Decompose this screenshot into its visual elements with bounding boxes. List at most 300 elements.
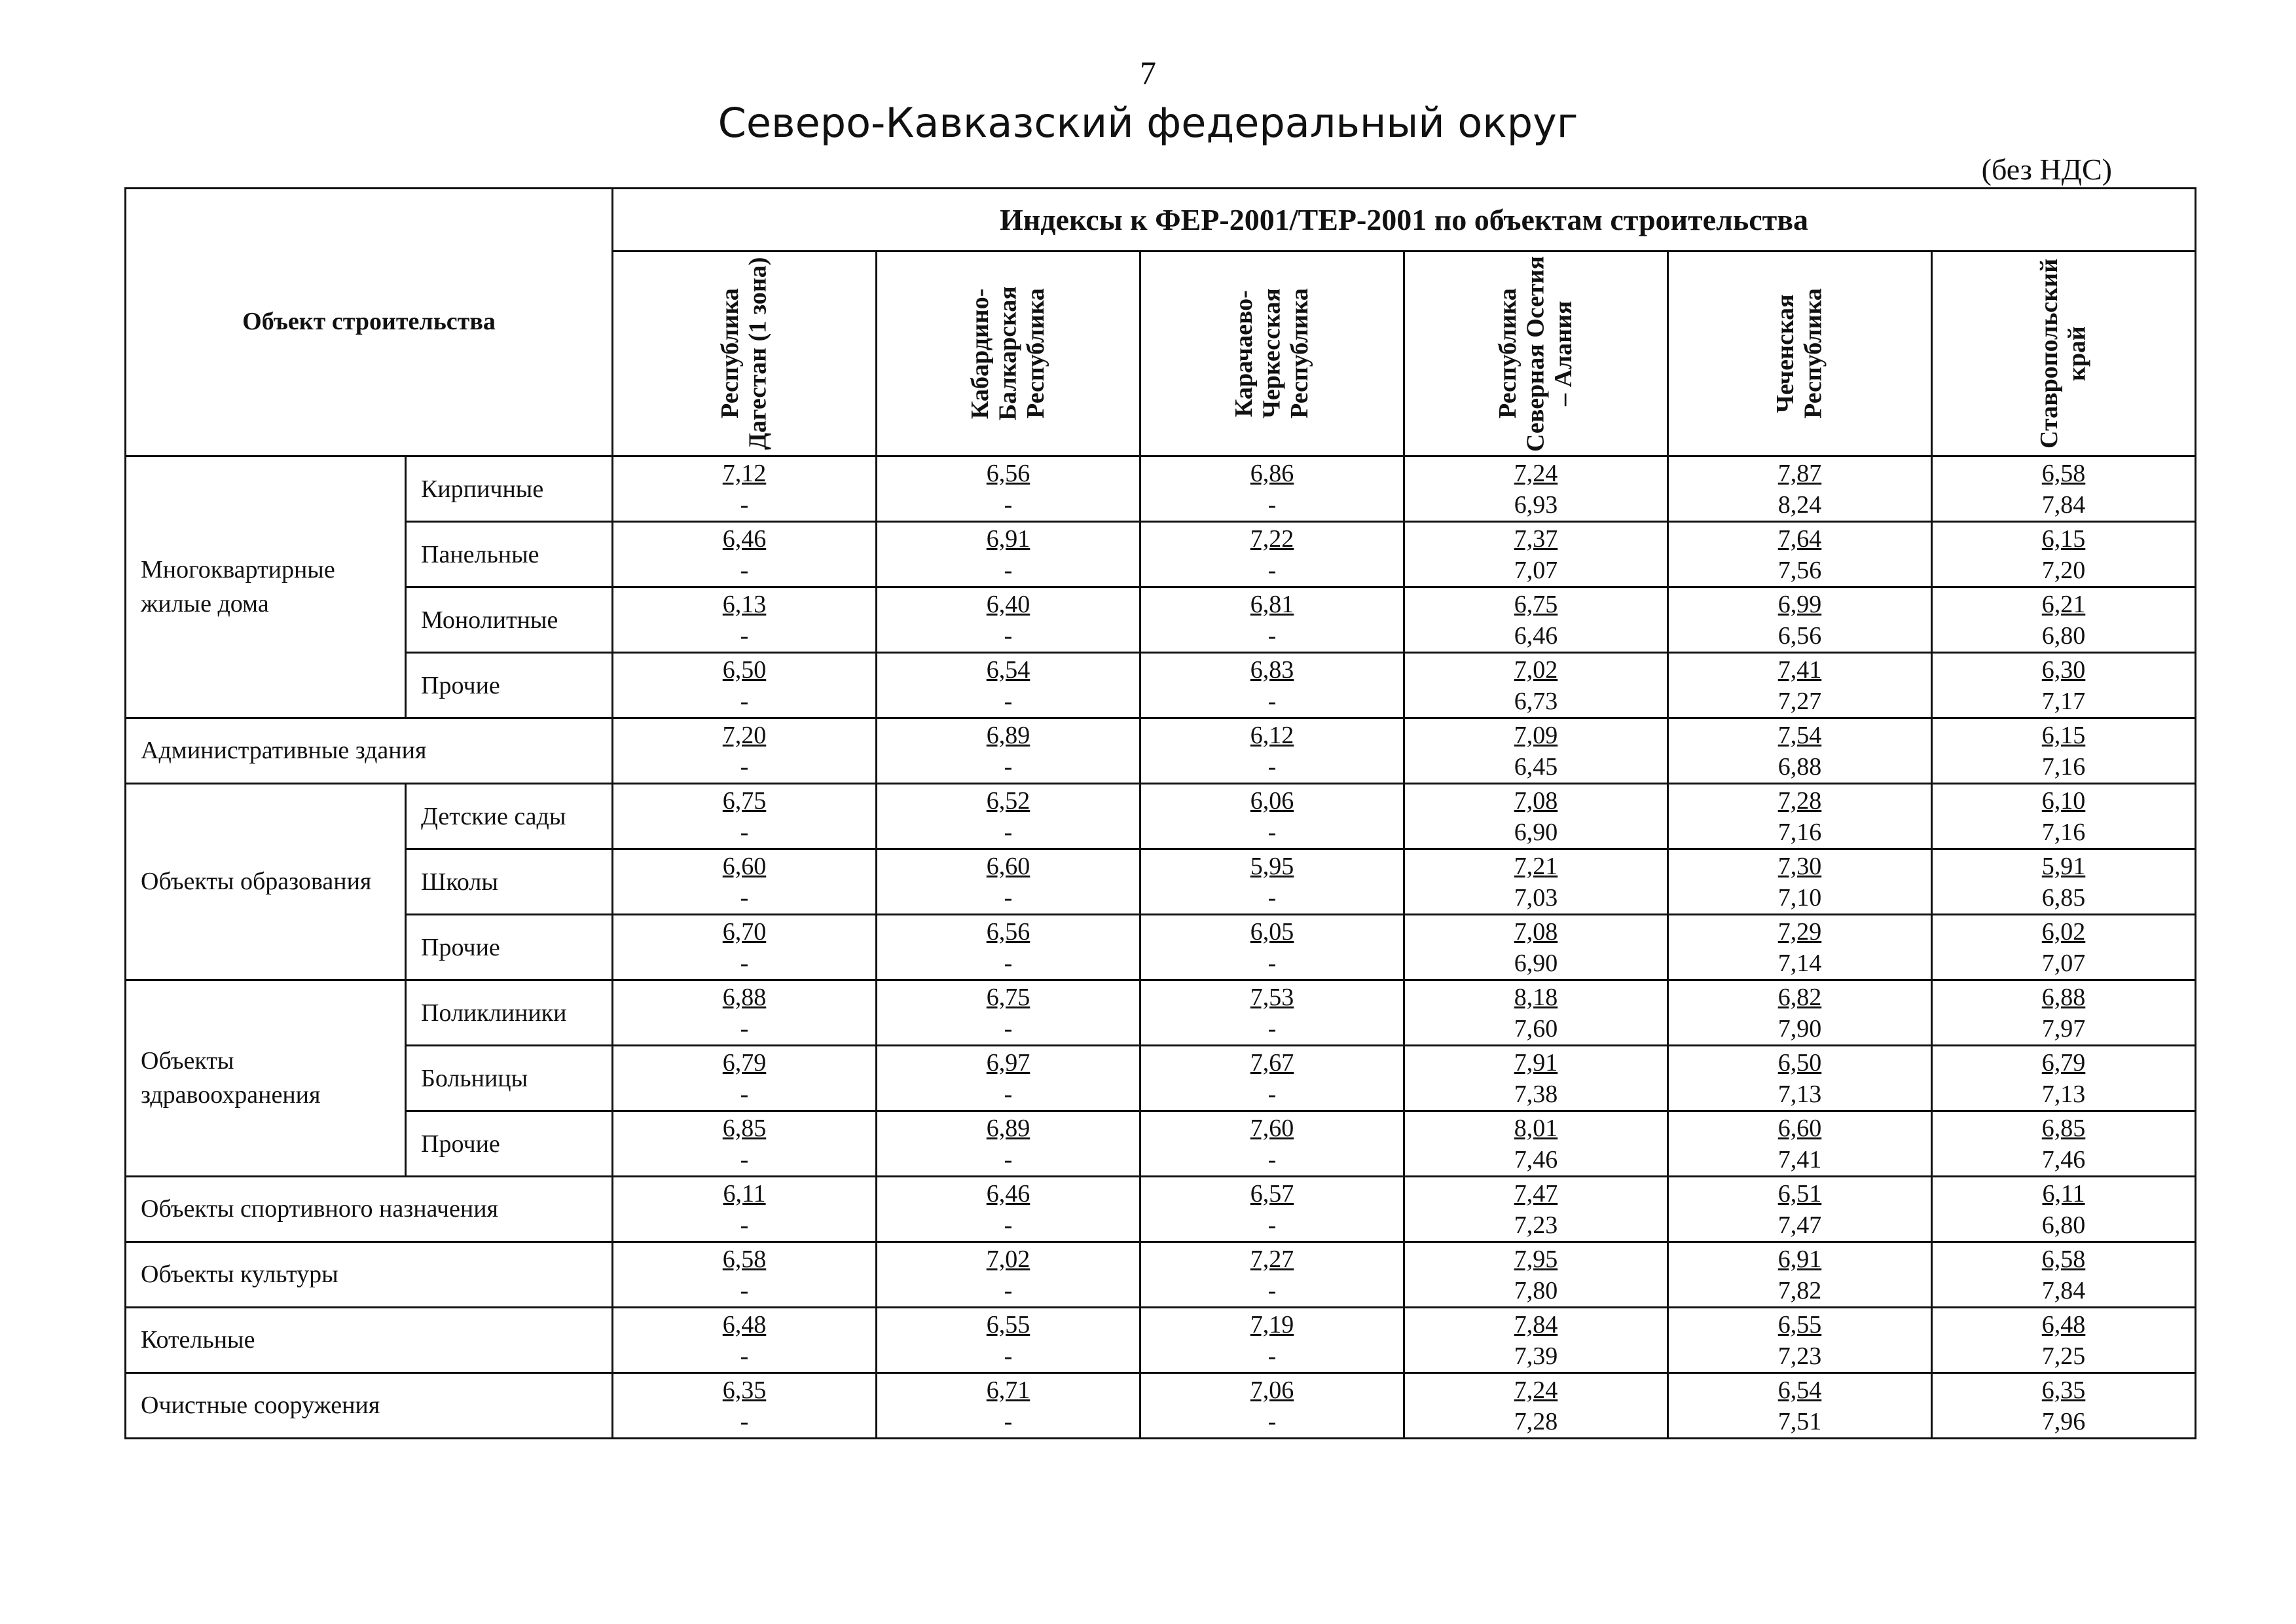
table-row xyxy=(126,980,2196,1046)
value-bottom: 7,03 xyxy=(1514,883,1558,912)
value-top: 6,50 xyxy=(722,655,767,684)
value-top: 5,91 xyxy=(2041,852,2086,880)
value-bottom: - xyxy=(1267,1014,1277,1043)
value-bottom: - xyxy=(1267,1276,1277,1304)
value-cell xyxy=(1404,1046,1668,1111)
value-top: 6,82 xyxy=(1777,983,1822,1011)
value-bottom: - xyxy=(740,818,749,846)
subcategory-cell: Прочие xyxy=(406,915,613,980)
category-cell: Многоквартирные жилые дома xyxy=(126,456,406,718)
value-cell xyxy=(877,456,1140,522)
value-top: 6,40 xyxy=(986,590,1030,618)
value-cell xyxy=(1404,1373,1668,1439)
category-cell: Объекты культуры xyxy=(126,1242,613,1308)
value-bottom: - xyxy=(1004,883,1013,912)
value-cell xyxy=(1404,1111,1668,1177)
value-cell xyxy=(1140,718,1404,784)
table-row xyxy=(126,718,2196,784)
value-cell xyxy=(613,849,877,915)
value-top: 6,70 xyxy=(722,917,767,946)
value-bottom: 7,84 xyxy=(2041,1276,2086,1304)
region-label: Чеченская Республика xyxy=(1772,288,1827,419)
header-object: Объект строительства xyxy=(126,189,613,456)
subcategory-cell: Школы xyxy=(406,849,613,915)
value-top: 7,60 xyxy=(1250,1114,1294,1142)
category-cell: Объекты здравоохранения xyxy=(126,980,406,1177)
value-top: 6,06 xyxy=(1250,786,1294,815)
value-cell xyxy=(1932,653,2196,718)
value-top: 8,18 xyxy=(1514,983,1558,1011)
value-cell xyxy=(1668,718,1932,784)
value-bottom: - xyxy=(1004,1276,1013,1304)
value-top: 6,75 xyxy=(1514,590,1558,618)
value-top: 7,21 xyxy=(1514,852,1558,880)
value-bottom: - xyxy=(1004,1014,1013,1043)
value-top: 6,55 xyxy=(1777,1310,1822,1338)
value-top: 6,86 xyxy=(1250,459,1294,487)
table-row xyxy=(126,587,2196,653)
value-top: 7,30 xyxy=(1777,852,1822,880)
value-cell xyxy=(1140,980,1404,1046)
value-cell xyxy=(1932,849,2196,915)
value-top: 6,85 xyxy=(2041,1114,2086,1142)
region-label: Карачаево-Черкесская Республика xyxy=(1230,288,1314,419)
value-top: 6,05 xyxy=(1250,917,1294,946)
table-row xyxy=(126,522,2196,587)
value-top: 6,48 xyxy=(722,1310,767,1338)
value-bottom: - xyxy=(1004,1407,1013,1435)
value-top: 7,95 xyxy=(1514,1245,1558,1273)
value-top: 7,84 xyxy=(1514,1310,1558,1338)
subcategory-cell: Прочие xyxy=(406,653,613,718)
value-top: 6,85 xyxy=(722,1114,767,1142)
value-top: 6,54 xyxy=(986,655,1030,684)
value-cell xyxy=(1668,1373,1932,1439)
value-top: 7,24 xyxy=(1514,1376,1558,1404)
table-row xyxy=(126,1177,2196,1242)
value-cell xyxy=(1932,784,2196,849)
value-bottom: 7,16 xyxy=(1777,818,1822,846)
region-header xyxy=(1404,251,1668,456)
value-cell xyxy=(1932,915,2196,980)
value-bottom: - xyxy=(1004,621,1013,650)
subcategory-cell: Детские сады xyxy=(406,784,613,849)
value-bottom: 7,28 xyxy=(1514,1407,1558,1435)
index-table xyxy=(124,187,2196,1439)
vat-note: (без НДС) xyxy=(1981,153,2112,186)
value-cell xyxy=(1140,1111,1404,1177)
value-cell xyxy=(1668,1046,1932,1111)
region-label: Кабардино-Балкарская Республика xyxy=(966,286,1050,421)
value-cell xyxy=(1404,849,1668,915)
value-bottom: 6,73 xyxy=(1514,687,1558,715)
value-top: 6,91 xyxy=(986,525,1030,553)
value-top: 6,97 xyxy=(986,1048,1030,1077)
value-bottom: - xyxy=(740,1211,749,1239)
table-row xyxy=(126,1373,2196,1439)
value-bottom: - xyxy=(1267,1080,1277,1108)
value-top: 6,79 xyxy=(2041,1048,2086,1077)
value-top: 7,19 xyxy=(1250,1310,1294,1338)
value-cell xyxy=(1404,587,1668,653)
value-top: 6,88 xyxy=(722,983,767,1011)
value-cell xyxy=(1404,1308,1668,1373)
table-row xyxy=(126,784,2196,849)
value-bottom: 6,90 xyxy=(1514,949,1558,977)
value-bottom: - xyxy=(1004,1145,1013,1173)
value-cell xyxy=(613,784,877,849)
value-bottom: 7,13 xyxy=(1777,1080,1822,1108)
value-cell xyxy=(877,784,1140,849)
value-bottom: - xyxy=(740,1342,749,1370)
value-cell xyxy=(1404,718,1668,784)
value-bottom: 7,14 xyxy=(1777,949,1822,977)
value-cell xyxy=(1668,849,1932,915)
value-cell xyxy=(1932,980,2196,1046)
value-bottom: 7,13 xyxy=(2041,1080,2086,1108)
value-top: 6,75 xyxy=(722,786,767,815)
category-cell: Котельные xyxy=(126,1308,613,1373)
value-bottom: - xyxy=(1267,1407,1277,1435)
value-cell xyxy=(1668,587,1932,653)
value-top: 6,10 xyxy=(2041,786,2086,815)
value-top: 6,35 xyxy=(2041,1376,2086,1404)
value-cell xyxy=(1140,1177,1404,1242)
category-cell: Объекты образования xyxy=(126,784,406,980)
value-top: 7,87 xyxy=(1777,459,1822,487)
header-indexes: Индексы к ФЕР-2001/ТЕР-2001 по объектам строительства xyxy=(613,189,2196,251)
subcategory-cell: Больницы xyxy=(406,1046,613,1111)
value-cell xyxy=(877,849,1140,915)
value-bottom: 7,96 xyxy=(2041,1407,2086,1435)
value-bottom: 6,56 xyxy=(1777,621,1822,650)
value-cell xyxy=(877,718,1140,784)
value-cell xyxy=(877,1242,1140,1308)
value-bottom: - xyxy=(740,490,749,519)
value-top: 6,88 xyxy=(2041,983,2086,1011)
value-top: 6,55 xyxy=(986,1310,1030,1338)
value-top: 6,15 xyxy=(2041,525,2086,553)
value-top: 6,71 xyxy=(986,1376,1030,1404)
value-cell xyxy=(613,456,877,522)
value-bottom: - xyxy=(740,1145,749,1173)
value-cell xyxy=(1140,522,1404,587)
value-bottom: - xyxy=(1267,490,1277,519)
value-top: 6,58 xyxy=(2041,459,2086,487)
value-top: 6,21 xyxy=(2041,590,2086,618)
value-bottom: - xyxy=(1267,687,1277,715)
page-number: 7 xyxy=(1140,54,1156,91)
value-top: 6,56 xyxy=(986,459,1030,487)
value-top: 7,67 xyxy=(1250,1048,1294,1077)
value-cell xyxy=(613,1046,877,1111)
value-cell xyxy=(1404,456,1668,522)
value-bottom: 6,90 xyxy=(1514,818,1558,846)
value-bottom: - xyxy=(1267,818,1277,846)
value-cell xyxy=(1140,1373,1404,1439)
value-bottom: 7,39 xyxy=(1514,1342,1558,1370)
value-cell xyxy=(877,1111,1140,1177)
value-cell xyxy=(1932,587,2196,653)
value-bottom: - xyxy=(1267,556,1277,584)
value-cell xyxy=(1140,915,1404,980)
value-bottom: - xyxy=(1267,621,1277,650)
value-cell xyxy=(1404,980,1668,1046)
value-bottom: 6,80 xyxy=(2041,621,2086,650)
value-top: 6,83 xyxy=(1250,655,1294,684)
value-cell xyxy=(613,587,877,653)
value-cell xyxy=(1404,784,1668,849)
value-cell xyxy=(1668,1111,1932,1177)
value-bottom: - xyxy=(740,1276,749,1304)
table-row xyxy=(126,1242,2196,1308)
value-cell xyxy=(1668,915,1932,980)
value-bottom: - xyxy=(1004,490,1013,519)
value-bottom: 7,25 xyxy=(2041,1342,2086,1370)
region-header xyxy=(1932,251,2196,456)
value-bottom: - xyxy=(740,1407,749,1435)
value-bottom: - xyxy=(1267,949,1277,977)
value-top: 6,79 xyxy=(722,1048,767,1077)
value-bottom: 7,51 xyxy=(1777,1407,1822,1435)
value-cell xyxy=(613,1308,877,1373)
value-top: 6,58 xyxy=(722,1245,767,1273)
value-top: 6,54 xyxy=(1777,1376,1822,1404)
value-bottom: 7,80 xyxy=(1514,1276,1558,1304)
value-bottom: - xyxy=(740,556,749,584)
value-cell xyxy=(1668,522,1932,587)
region-label: Республика Северная Осетия – Алания xyxy=(1494,255,1578,452)
value-top: 6,30 xyxy=(2041,655,2086,684)
value-cell xyxy=(1140,456,1404,522)
value-bottom: - xyxy=(1004,1211,1013,1239)
value-cell xyxy=(1404,653,1668,718)
value-top: 7,20 xyxy=(722,721,767,749)
value-top: 6,48 xyxy=(2041,1310,2086,1338)
value-bottom: 7,16 xyxy=(2041,818,2086,846)
value-cell xyxy=(613,653,877,718)
table-row xyxy=(126,1046,2196,1111)
value-cell xyxy=(1932,1111,2196,1177)
value-bottom: - xyxy=(1267,1145,1277,1173)
table-row xyxy=(126,849,2196,915)
value-top: 6,81 xyxy=(1250,590,1294,618)
value-cell xyxy=(613,980,877,1046)
value-cell xyxy=(1932,456,2196,522)
value-cell xyxy=(1932,718,2196,784)
value-bottom: - xyxy=(740,1080,749,1108)
value-bottom: - xyxy=(1004,1342,1013,1370)
value-bottom: - xyxy=(1004,752,1013,781)
region-label: Республика Дагестан (1 зона) xyxy=(716,257,772,451)
value-top: 6,35 xyxy=(722,1376,767,1404)
value-top: 8,01 xyxy=(1514,1114,1558,1142)
value-bottom: 7,17 xyxy=(2041,687,2086,715)
value-cell xyxy=(1932,1177,2196,1242)
value-bottom: 7,10 xyxy=(1777,883,1822,912)
value-cell xyxy=(1140,849,1404,915)
value-bottom: 7,20 xyxy=(2041,556,2086,584)
value-cell xyxy=(877,522,1140,587)
value-top: 6,91 xyxy=(1777,1245,1822,1273)
value-bottom: - xyxy=(1267,752,1277,781)
table-row xyxy=(126,456,2196,522)
value-bottom: 6,85 xyxy=(2041,883,2086,912)
value-bottom: - xyxy=(740,949,749,977)
category-cell: Объекты спортивного назначения xyxy=(126,1177,613,1242)
value-top: 6,89 xyxy=(986,1114,1030,1142)
value-cell xyxy=(1668,1308,1932,1373)
value-bottom: 6,88 xyxy=(1777,752,1822,781)
value-cell xyxy=(877,980,1140,1046)
value-top: 7,08 xyxy=(1514,786,1558,815)
value-top: 6,13 xyxy=(722,590,767,618)
value-cell xyxy=(1404,1242,1668,1308)
value-top: 7,09 xyxy=(1514,721,1558,749)
value-bottom: 7,46 xyxy=(1514,1145,1558,1173)
value-cell xyxy=(613,718,877,784)
value-top: 7,37 xyxy=(1514,525,1558,553)
value-bottom: 7,16 xyxy=(2041,752,2086,781)
subcategory-cell: Прочие xyxy=(406,1111,613,1177)
value-bottom: 7,56 xyxy=(1777,556,1822,584)
value-top: 7,53 xyxy=(1250,983,1294,1011)
value-top: 7,91 xyxy=(1514,1048,1558,1077)
region-header xyxy=(1140,251,1404,456)
value-cell xyxy=(613,915,877,980)
value-bottom: 7,07 xyxy=(2041,949,2086,977)
value-top: 6,51 xyxy=(1777,1179,1822,1208)
value-top: 6,58 xyxy=(2041,1245,2086,1273)
value-bottom: 7,46 xyxy=(2041,1145,2086,1173)
value-cell xyxy=(1140,587,1404,653)
value-top: 6,11 xyxy=(723,1179,766,1208)
table-row xyxy=(126,1111,2196,1177)
value-bottom: 8,24 xyxy=(1777,490,1822,519)
value-cell xyxy=(613,1373,877,1439)
value-cell xyxy=(1668,456,1932,522)
value-cell xyxy=(1404,522,1668,587)
value-cell xyxy=(1140,784,1404,849)
value-cell xyxy=(877,1373,1140,1439)
region-header xyxy=(877,251,1140,456)
region-header xyxy=(1668,251,1932,456)
value-bottom: - xyxy=(1267,1342,1277,1370)
value-top: 6,02 xyxy=(2041,917,2086,946)
value-bottom: - xyxy=(740,687,749,715)
value-top: 7,24 xyxy=(1514,459,1558,487)
value-bottom: - xyxy=(1004,818,1013,846)
value-bottom: - xyxy=(740,621,749,650)
value-cell xyxy=(1668,980,1932,1046)
value-top: 6,75 xyxy=(986,983,1030,1011)
value-top: 6,57 xyxy=(1250,1179,1294,1208)
value-top: 7,12 xyxy=(722,459,767,487)
value-top: 7,02 xyxy=(986,1245,1030,1273)
value-bottom: - xyxy=(1004,687,1013,715)
value-top: 7,27 xyxy=(1250,1245,1294,1273)
value-top: 7,47 xyxy=(1514,1179,1558,1208)
subcategory-cell: Кирпичные xyxy=(406,456,613,522)
value-cell xyxy=(613,1177,877,1242)
value-top: 6,50 xyxy=(1777,1048,1822,1077)
value-cell xyxy=(1668,1177,1932,1242)
value-bottom: 7,23 xyxy=(1777,1342,1822,1370)
value-bottom: - xyxy=(1267,1211,1277,1239)
value-cell xyxy=(877,587,1140,653)
region-header xyxy=(613,251,877,456)
value-cell xyxy=(1404,1177,1668,1242)
value-bottom: 6,80 xyxy=(2041,1211,2086,1239)
value-bottom: 7,97 xyxy=(2041,1014,2086,1043)
value-bottom: - xyxy=(1004,556,1013,584)
value-bottom: 7,41 xyxy=(1777,1145,1822,1173)
value-bottom: 7,23 xyxy=(1514,1211,1558,1239)
value-bottom: 7,90 xyxy=(1777,1014,1822,1043)
value-cell xyxy=(1932,1242,2196,1308)
value-cell xyxy=(1932,1373,2196,1439)
value-top: 6,15 xyxy=(2041,721,2086,749)
value-bottom: - xyxy=(1267,883,1277,912)
value-top: 6,99 xyxy=(1777,590,1822,618)
value-top: 7,08 xyxy=(1514,917,1558,946)
value-bottom: 7,60 xyxy=(1514,1014,1558,1043)
value-bottom: 6,93 xyxy=(1514,490,1558,519)
subcategory-cell: Монолитные xyxy=(406,587,613,653)
value-cell xyxy=(1404,915,1668,980)
value-bottom: - xyxy=(740,752,749,781)
value-bottom: 7,47 xyxy=(1777,1211,1822,1239)
value-top: 6,11 xyxy=(2042,1179,2085,1208)
value-top: 6,60 xyxy=(1777,1114,1822,1142)
table-row xyxy=(126,915,2196,980)
value-cell xyxy=(1140,1046,1404,1111)
value-bottom: 6,45 xyxy=(1514,752,1558,781)
value-bottom: - xyxy=(1004,1080,1013,1108)
value-top: 6,46 xyxy=(986,1179,1030,1208)
value-cell xyxy=(1668,784,1932,849)
value-cell xyxy=(1932,522,2196,587)
subcategory-cell: Панельные xyxy=(406,522,613,587)
value-top: 6,12 xyxy=(1250,721,1294,749)
value-cell xyxy=(877,1308,1140,1373)
category-cell: Очистные сооружения xyxy=(126,1373,613,1439)
value-top: 7,54 xyxy=(1777,721,1822,749)
value-cell xyxy=(877,653,1140,718)
value-bottom: 7,38 xyxy=(1514,1080,1558,1108)
value-top: 7,02 xyxy=(1514,655,1558,684)
value-cell xyxy=(613,522,877,587)
value-cell xyxy=(1140,1242,1404,1308)
value-top: 6,46 xyxy=(722,525,767,553)
subcategory-cell: Поликлиники xyxy=(406,980,613,1046)
value-cell xyxy=(1932,1046,2196,1111)
value-bottom: - xyxy=(740,883,749,912)
value-cell xyxy=(877,1046,1140,1111)
value-top: 7,06 xyxy=(1250,1376,1294,1404)
value-top: 6,56 xyxy=(986,917,1030,946)
table-row xyxy=(126,653,2196,718)
value-cell xyxy=(877,915,1140,980)
value-top: 7,64 xyxy=(1777,525,1822,553)
value-top: 6,89 xyxy=(986,721,1030,749)
value-top: 6,60 xyxy=(986,852,1030,880)
region-label: Ставропольский край xyxy=(2035,258,2092,449)
value-top: 7,29 xyxy=(1777,917,1822,946)
value-bottom: 7,84 xyxy=(2041,490,2086,519)
value-top: 6,60 xyxy=(722,852,767,880)
value-cell xyxy=(1140,1308,1404,1373)
